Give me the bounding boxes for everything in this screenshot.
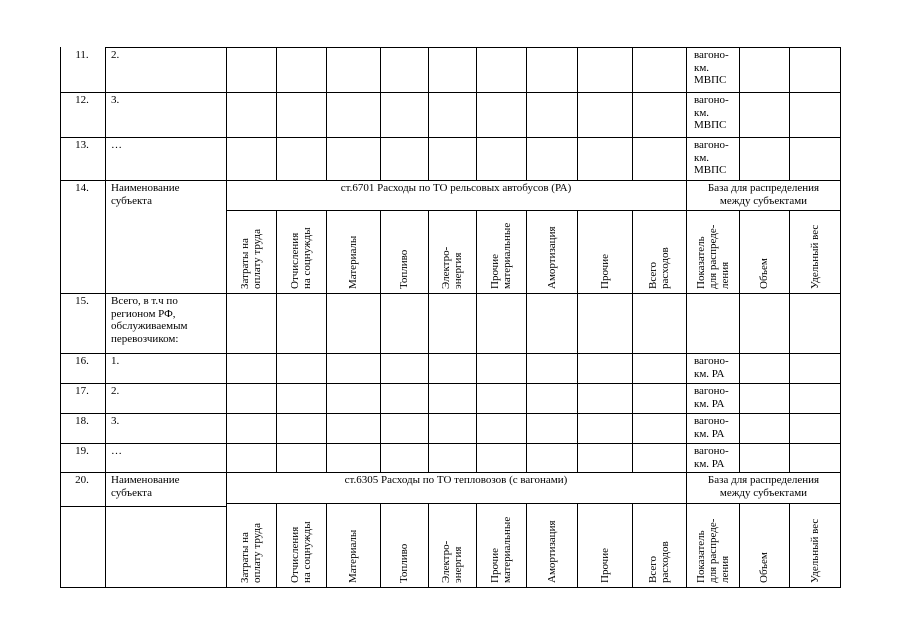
column-header-line: оплату труда [251, 229, 263, 289]
column-header-line: энергия [452, 546, 464, 583]
base-unit: вагоно- [694, 445, 729, 457]
row-divider [105, 47, 841, 48]
base-unit: МВПС [694, 164, 727, 176]
column-header-line: Показатель [694, 530, 707, 583]
section-title: ст.6701 Расходы по ТО рельсовых автобусов (РА) [340, 182, 572, 194]
base-unit: вагоно- [694, 139, 729, 151]
base-unit: км. [694, 106, 710, 119]
column-header-line: оплату труда [251, 523, 263, 583]
column-divider [577, 210, 578, 472]
subject-name-header: субъекта [111, 486, 153, 499]
column-divider [276, 47, 277, 180]
row-number: 17. [75, 385, 89, 397]
column-header-line: Всего [647, 556, 659, 583]
base-unit: вагоно- [694, 385, 729, 397]
subject-name-header: Наименование [111, 182, 180, 194]
base-unit: км. [694, 61, 710, 74]
subject-name-header: субъекта [111, 194, 153, 207]
column-header-line: Амортизация [545, 520, 558, 583]
column-header-line: Электро- [440, 246, 452, 289]
base-unit: км. РА [694, 367, 725, 380]
column-header-line: Объем [758, 258, 770, 289]
row-subject: … [111, 139, 122, 151]
column-header-line: Прочие [489, 548, 501, 583]
row-number: 20. [75, 474, 89, 486]
total-row-label: перевозчиком: [111, 332, 179, 345]
row-subject: 3. [111, 415, 120, 427]
column-divider [686, 210, 687, 472]
column-divider [686, 47, 687, 180]
column-divider [526, 210, 527, 472]
base-unit: МВПС [694, 119, 727, 131]
column-divider [476, 47, 477, 180]
column-divider [476, 210, 477, 472]
column-header-line: Топливо [398, 543, 410, 583]
column-header-line: Материалы [347, 529, 359, 583]
column-divider [476, 503, 477, 588]
total-row-label: обслуживаемым [111, 320, 188, 332]
column-header-line: на соцнужды [301, 227, 313, 289]
column-header-line: Затраты на [239, 238, 251, 289]
column-header-line: Всего [647, 262, 659, 289]
base-unit: км. РА [694, 457, 725, 470]
column-header-line: Отчисления [289, 526, 301, 583]
row-number: 19. [75, 445, 89, 457]
column-divider [789, 47, 790, 180]
column-divider [380, 503, 381, 588]
column-header-line: для распреде- [706, 224, 719, 289]
row-divider [60, 92, 841, 93]
row-divider [60, 472, 841, 473]
column-header-line: материальные [501, 222, 513, 289]
base-unit: вагоно- [694, 415, 729, 427]
base-unit: вагоно- [694, 49, 729, 61]
row-divider [60, 443, 841, 444]
row-divider [60, 293, 841, 294]
row-subject: 3. [111, 94, 120, 106]
column-header-line: Удельный вес [808, 224, 821, 289]
column-divider [632, 47, 633, 180]
column-header-line: на соцнужды [301, 521, 313, 583]
row-number: 11. [75, 49, 89, 61]
column-divider [428, 503, 429, 588]
base-unit: вагоно- [694, 355, 729, 367]
column-header-line: энергия [452, 252, 464, 289]
total-row-label: Всего, в т.ч по [111, 295, 178, 307]
row-divider [60, 353, 841, 354]
row-number: 14. [75, 182, 89, 194]
row-subject: 2. [111, 49, 120, 61]
column-divider [739, 503, 740, 588]
column-divider [428, 210, 429, 472]
column-header-line: Объем [758, 552, 770, 583]
column-divider [276, 210, 277, 472]
row-divider [60, 137, 841, 138]
base-title: База для распределения [707, 182, 820, 194]
column-divider [789, 210, 790, 472]
row-divider [60, 383, 841, 384]
base-unit: МВПС [694, 74, 727, 86]
row-subject: … [111, 445, 122, 457]
column-divider [686, 503, 687, 588]
column-divider [428, 47, 429, 180]
column-header-line: расходов [659, 247, 671, 289]
column-divider [632, 210, 633, 472]
row-divider [60, 180, 841, 181]
base-title: между субъектами [719, 194, 808, 207]
column-divider [526, 503, 527, 588]
row-divider [60, 413, 841, 414]
column-header-line: Прочие [598, 254, 611, 289]
row-number: 12. [75, 94, 89, 106]
column-divider [577, 503, 578, 588]
column-divider [577, 47, 578, 180]
column-header-line: для распреде- [706, 518, 719, 583]
row-subject: 2. [111, 385, 120, 397]
column-divider [526, 47, 527, 180]
column-header-line: Электро- [440, 540, 452, 583]
column-divider [380, 47, 381, 180]
column-header-line: Топливо [398, 249, 410, 289]
column-header-line: ления [718, 261, 731, 289]
row-divider [226, 503, 841, 504]
column-divider [632, 503, 633, 588]
total-row-label: регионом РФ, [111, 307, 176, 320]
column-header-line: расходов [659, 541, 671, 583]
row-divider [60, 587, 841, 588]
section-title: ст.6305 Расходы по ТО тепловозов (с вагонами) [344, 474, 568, 486]
row-subject: 1. [111, 355, 120, 367]
column-header-line: Затраты на [239, 532, 251, 583]
base-unit: км. РА [694, 427, 725, 440]
row-divider [226, 210, 841, 211]
column-divider [789, 503, 790, 588]
cost-allocation-table [60, 47, 841, 588]
column-header-line: Материалы [347, 235, 359, 289]
column-header-line: материальные [501, 516, 513, 583]
column-divider [276, 503, 277, 588]
column-header-line: ления [718, 555, 731, 583]
row-number: 13. [75, 139, 89, 151]
column-header-line: Амортизация [545, 226, 558, 289]
column-divider [326, 503, 327, 588]
base-unit: вагоно- [694, 94, 729, 106]
column-divider [380, 210, 381, 472]
row-number: 15. [75, 295, 89, 307]
column-divider [326, 47, 327, 180]
column-header-line: Прочие [489, 254, 501, 289]
column-header-line: Удельный вес [808, 518, 821, 583]
column-divider [326, 210, 327, 472]
column-divider [840, 47, 841, 588]
column-header-line: Отчисления [289, 232, 301, 289]
base-unit: км. РА [694, 397, 725, 410]
column-header-line: Показатель [694, 236, 707, 289]
base-title: между субъектами [719, 486, 808, 499]
row-number: 18. [75, 415, 89, 427]
base-title: База для распределения [707, 474, 820, 486]
column-header-line: Прочие [598, 548, 611, 583]
row-number: 16. [75, 355, 89, 367]
subject-name-header: Наименование [111, 474, 180, 486]
base-unit: км. [694, 151, 710, 164]
row-divider [60, 506, 227, 507]
